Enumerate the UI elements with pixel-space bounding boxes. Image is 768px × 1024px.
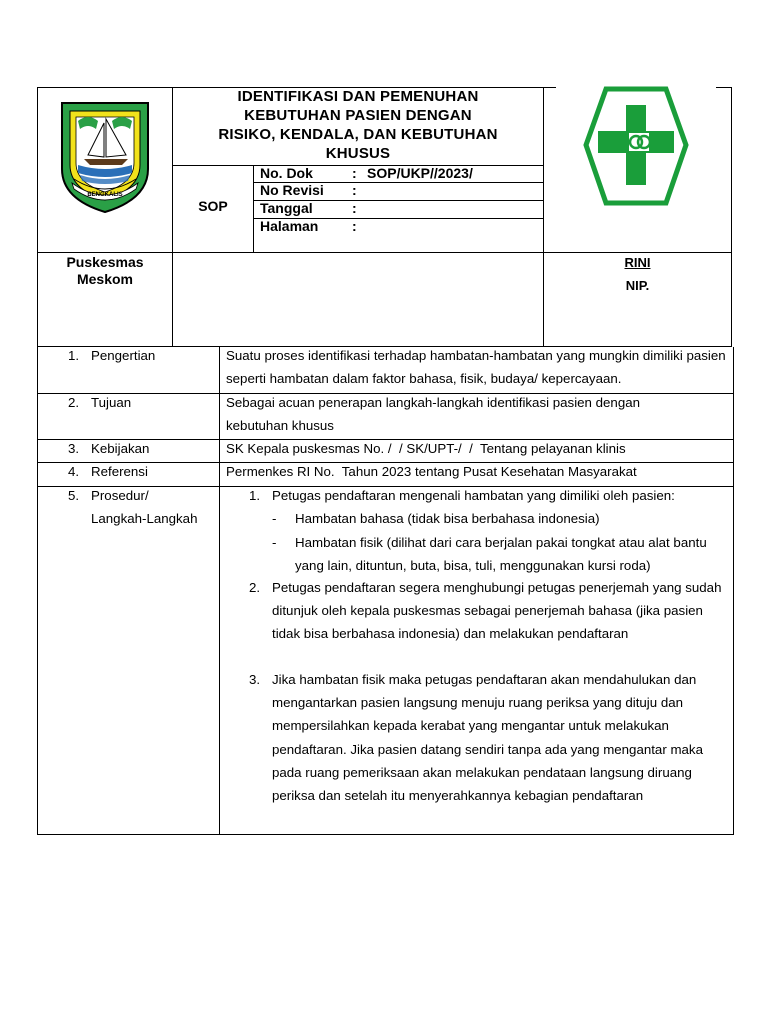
row-label-tujuan: Tujuan — [91, 395, 132, 410]
step-text: Petugas pendaftaran segera menghubungi petugas penerjemah yang sudah ditunjuk oleh kepala puskesmas sebagai penerjemah bahasa (jika pasien tidak bisa berbahasa indonesia) dan melakukan pendaftaran — [272, 580, 722, 642]
step-number: 1. — [249, 488, 261, 503]
step-number: 2. — [249, 580, 261, 595]
row-text-referensi: Permenkes RI No. Tahun 2023 tentang Pusat Kesehatan Masyarakat — [226, 464, 637, 479]
step-text: Petugas pendaftaran mengenali hambatan yang dimiliki oleh pasien: — [272, 488, 675, 503]
meta-label-halaman: Halaman — [260, 218, 319, 234]
meta-sep: : — [352, 165, 357, 181]
signer-block — [544, 254, 731, 294]
row-number: 1. — [68, 348, 80, 363]
meta-label-no-revisi: No Revisi — [260, 182, 324, 198]
bullet-dash: - — [272, 535, 277, 550]
title-line-1: IDENTIFIKASI DAN PEMENUHAN — [237, 88, 479, 105]
title-line-4: KHUSUS — [325, 145, 391, 162]
regency-emblem-icon — [58, 99, 152, 215]
meta-label-tanggal: Tanggal — [260, 200, 313, 216]
bullet-text: Hambatan bahasa (tidak bisa berbahasa indonesia) — [295, 511, 600, 526]
meta-label-no-dok: No. Dok — [260, 165, 313, 181]
row-number: 2. — [68, 395, 80, 410]
org-name — [38, 254, 172, 288]
signer-name: RINI — [624, 255, 651, 270]
step-text: Jika hambatan fisik maka petugas pendaftaran akan mendahulukan dan mengantarkan pasien langsung menuju ruang periksa yang dituju dan mempersilahkan kepada kerabat yang mengantar untuk melakukan pendaftaran. Jika pasien datang sendiri tanpa ada yang mengantar maka pada ruang pemeriksaan akan melakukan pendataan langsung diruang periksa dan setelah itu menyerahkannya kebagian pendaftaran — [272, 672, 703, 804]
meta-sep: : — [352, 182, 357, 198]
row-text-kebijakan: SK Kepala puskesmas No. / / SK/UPT-/ / Tentang pelayanan klinis — [226, 441, 626, 456]
row-label-kebijakan: Kebijakan — [91, 441, 150, 456]
row-label-prosedur-2: Langkah-Langkah — [91, 511, 198, 526]
sop-label: SOP — [198, 198, 228, 214]
signer-nip: NIP. — [625, 278, 650, 293]
org-line-2: Meskom — [76, 271, 134, 287]
bullet-text: Hambatan fisik (dilihat dari cara berjalan pakai tongkat atau alat bantu yang lain, dituntun, buta, bisa, tuli, menggunakan kursi roda) — [295, 535, 707, 574]
title-line-2: KEBUTUHAN PASIEN DENGAN — [244, 107, 472, 124]
row-number: 5. — [68, 488, 80, 503]
svg-text:BENGKALIS: BENGKALIS — [87, 192, 123, 198]
row-number: 3. — [68, 441, 80, 456]
row-text-pengertian: Suatu proses identifikasi terhadap hambatan-hambatan yang mungkin dimiliki pasien seperti hambatan dalam faktor bahasa, fisik, budaya/ kepercayaan. — [226, 348, 726, 387]
bullet-dash: - — [272, 511, 277, 526]
title-line-3: RISIKO, KENDALA, DAN KEBUTUHAN — [218, 126, 498, 143]
row-label-pengertian: Pengertian — [91, 348, 156, 363]
puskesmas-logo-icon — [556, 85, 716, 207]
row-label-prosedur-1: Prosedur/ — [91, 488, 149, 503]
row-label-referensi: Referensi — [91, 464, 148, 479]
meta-value-no-dok: SOP/UKP//2023/ — [367, 165, 473, 181]
row-number: 4. — [68, 464, 80, 479]
document-title — [173, 87, 543, 163]
step-number: 3. — [249, 672, 261, 687]
org-line-1: Puskesmas — [66, 254, 144, 270]
meta-sep: : — [352, 200, 357, 216]
row-text-tujuan: Sebagai acuan penerapan langkah-langkah identifikasi pasien dengan kebutuhan khusus — [226, 395, 641, 434]
meta-sep: : — [352, 218, 357, 234]
